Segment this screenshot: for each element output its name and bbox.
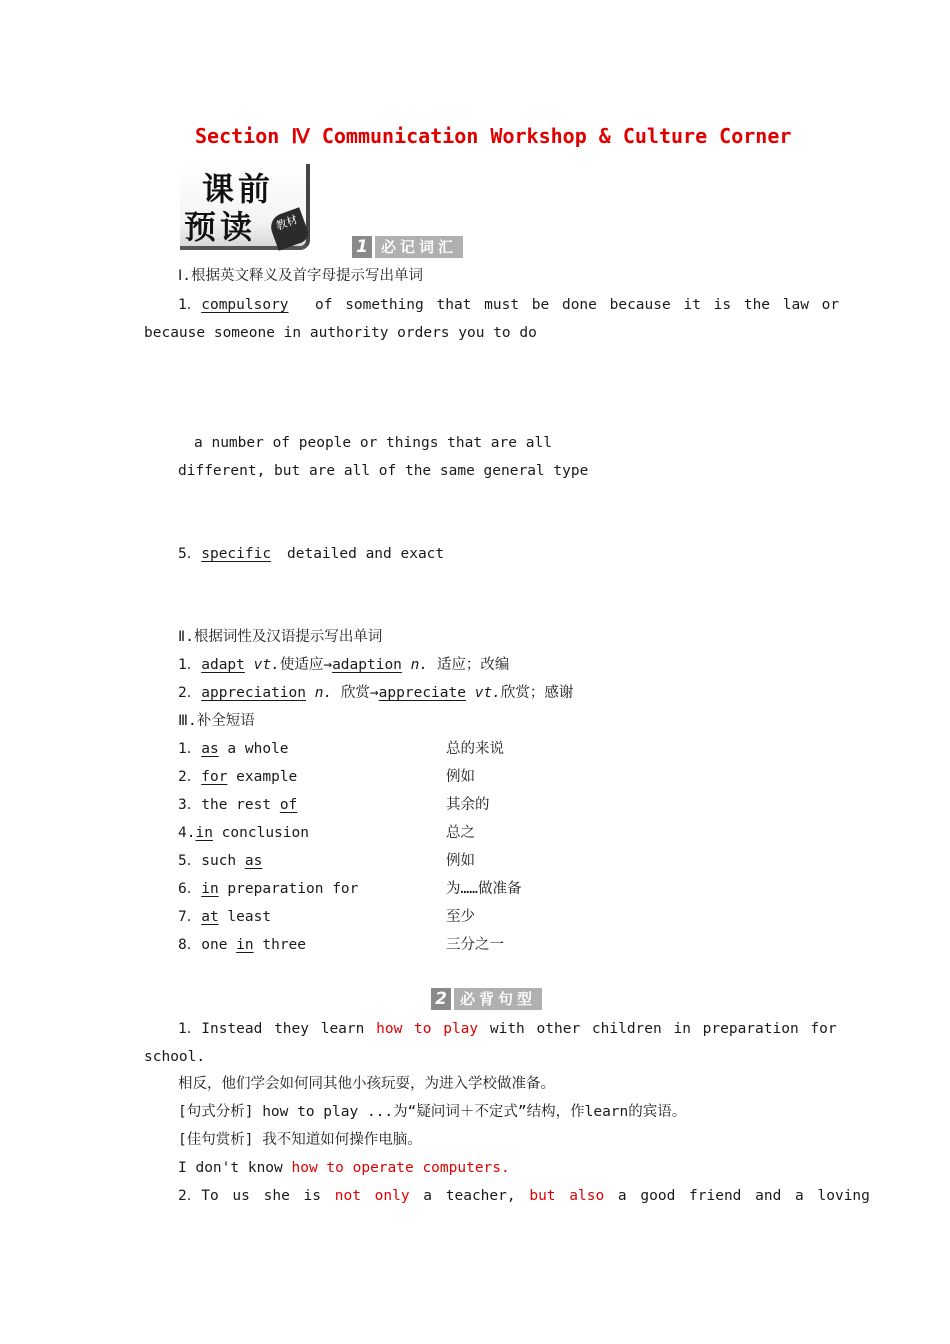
highlight-not-only: not only xyxy=(334,1188,410,1204)
item-number: 1． xyxy=(178,297,202,313)
derived-meaning: 适应；改编 xyxy=(436,657,510,673)
answer-word: adapt xyxy=(201,657,245,673)
analysis-label: [句式分析] xyxy=(178,1104,254,1120)
pre-reading-badge xyxy=(180,164,310,250)
page-title: Section Ⅳ Communication Workshop & Culture Corner xyxy=(195,124,792,148)
phrase-meaning: 总的来说 xyxy=(446,741,504,757)
vocab-item-5 xyxy=(178,544,271,564)
part3-heading: Ⅲ.补全短语 xyxy=(178,713,255,729)
phrase-item: 3．the rest of xyxy=(178,797,298,813)
derived-meaning: 欣赏；感谢 xyxy=(500,685,574,701)
phrase-item: 4.in conclusion xyxy=(178,825,309,841)
phrase-answer: in xyxy=(236,937,254,953)
phrase-answer: for xyxy=(201,769,228,785)
answer-word: appreciation xyxy=(201,685,306,701)
definition-variety-line-2: different, but are all of the same general type xyxy=(178,463,589,479)
highlight-but-also: but also xyxy=(529,1188,605,1204)
phrase-item: 7．at least xyxy=(178,909,272,925)
phrase-answer: in xyxy=(195,825,213,841)
badge-line-1: 课前 xyxy=(202,170,275,208)
sentence-1-analysis: [句式分析] how to play ...为“疑问词＋不定式”结构，作learn的宾语。 xyxy=(178,1104,687,1120)
section-tag-sentences xyxy=(431,988,542,1010)
phrase-meaning: 为……做准备 xyxy=(446,881,522,897)
phrase-meaning: 三分之一 xyxy=(446,937,504,953)
item-number: 5． xyxy=(178,546,202,562)
phrase-answer: in xyxy=(201,881,219,897)
appreciation-label: [佳句赏析] xyxy=(178,1132,254,1148)
section-label: 必记词汇 xyxy=(375,236,463,258)
definition-specific: detailed and exact xyxy=(287,546,445,562)
answer-specific: specific xyxy=(201,546,272,562)
phrase-item: 8．one in three xyxy=(178,937,307,953)
answer-derived: appreciate xyxy=(378,685,466,701)
phrase-item: 5．such as xyxy=(178,853,263,869)
definition-line-2: because someone in authority orders you to do xyxy=(144,325,537,341)
phrase-meaning: 例如 xyxy=(446,769,475,785)
phrase-answer: at xyxy=(201,909,219,925)
badge-corner-tag: 教材 xyxy=(267,207,311,251)
answer-compulsory: compulsory xyxy=(201,297,289,313)
phrase-meaning: 总之 xyxy=(446,825,475,841)
sentence-1-example: I don't know how to operate computers. xyxy=(178,1160,510,1176)
phrase-item: 6．in preparation for xyxy=(178,881,359,897)
sentence-1-chinese: 相反，他们学会如何同其他小孩玩耍，为进入学校做准备。 xyxy=(178,1076,555,1092)
word-form-item-1 xyxy=(178,655,509,675)
meaning: 使适应→ xyxy=(279,657,333,673)
section-label: 必背句型 xyxy=(454,988,542,1010)
item-number: 1． xyxy=(178,657,202,673)
phrase-meaning: 其余的 xyxy=(446,797,490,813)
sentence-1-english-line-2: school. xyxy=(144,1049,206,1065)
section-tag-vocabulary xyxy=(352,236,463,258)
sentence-1-appreciation: [佳句赏析] 我不知道如何操作电脑。 xyxy=(178,1132,422,1148)
badge-line-2: 预读 xyxy=(184,208,257,246)
section-number: 1 xyxy=(352,236,372,258)
answer-derived: adaption xyxy=(332,657,402,673)
phrase-item: 2．for example xyxy=(178,769,298,785)
phrase-answer: of xyxy=(279,797,298,813)
highlight-how-to-operate: how to operate computers xyxy=(291,1160,502,1176)
part-of-speech: n. xyxy=(314,685,333,701)
phrase-item: 1．as a whole xyxy=(178,741,289,757)
item-number: 2． xyxy=(178,685,202,701)
highlight-how-to-play: how to play xyxy=(376,1021,479,1037)
meaning: 欣赏→ xyxy=(340,685,379,701)
sentence-number: 2． xyxy=(178,1188,202,1204)
vocab-item-1 xyxy=(178,295,289,315)
derived-part-of-speech: vt. xyxy=(474,685,501,701)
definition-variety-line-1: a number of people or things that are all xyxy=(194,435,552,451)
phrase-meaning: 例如 xyxy=(446,853,475,869)
phrase-answer: as xyxy=(201,741,219,757)
part-of-speech: vt. xyxy=(253,657,280,673)
word-form-item-2 xyxy=(178,683,573,703)
phrase-meaning: 至少 xyxy=(446,909,475,925)
part2-heading: Ⅱ.根据词性及汉语提示写出单词 xyxy=(178,629,383,645)
section-number: 2 xyxy=(431,988,451,1010)
part1-heading: Ⅰ.根据英文释义及首字母提示写出单词 xyxy=(178,268,424,284)
sentence-1-english: 1．Instead they learn how to play with other children in preparation for xyxy=(178,1021,837,1037)
sentence-2-english: 2．To us she is not only a teacher, but also a good friend and a loving xyxy=(178,1188,870,1204)
sentence-number: 1． xyxy=(178,1021,202,1037)
definition-line-1: of something that must be done because it is the law or xyxy=(315,297,840,313)
phrase-answer: as xyxy=(244,853,263,869)
derived-part-of-speech: n. xyxy=(410,657,429,673)
